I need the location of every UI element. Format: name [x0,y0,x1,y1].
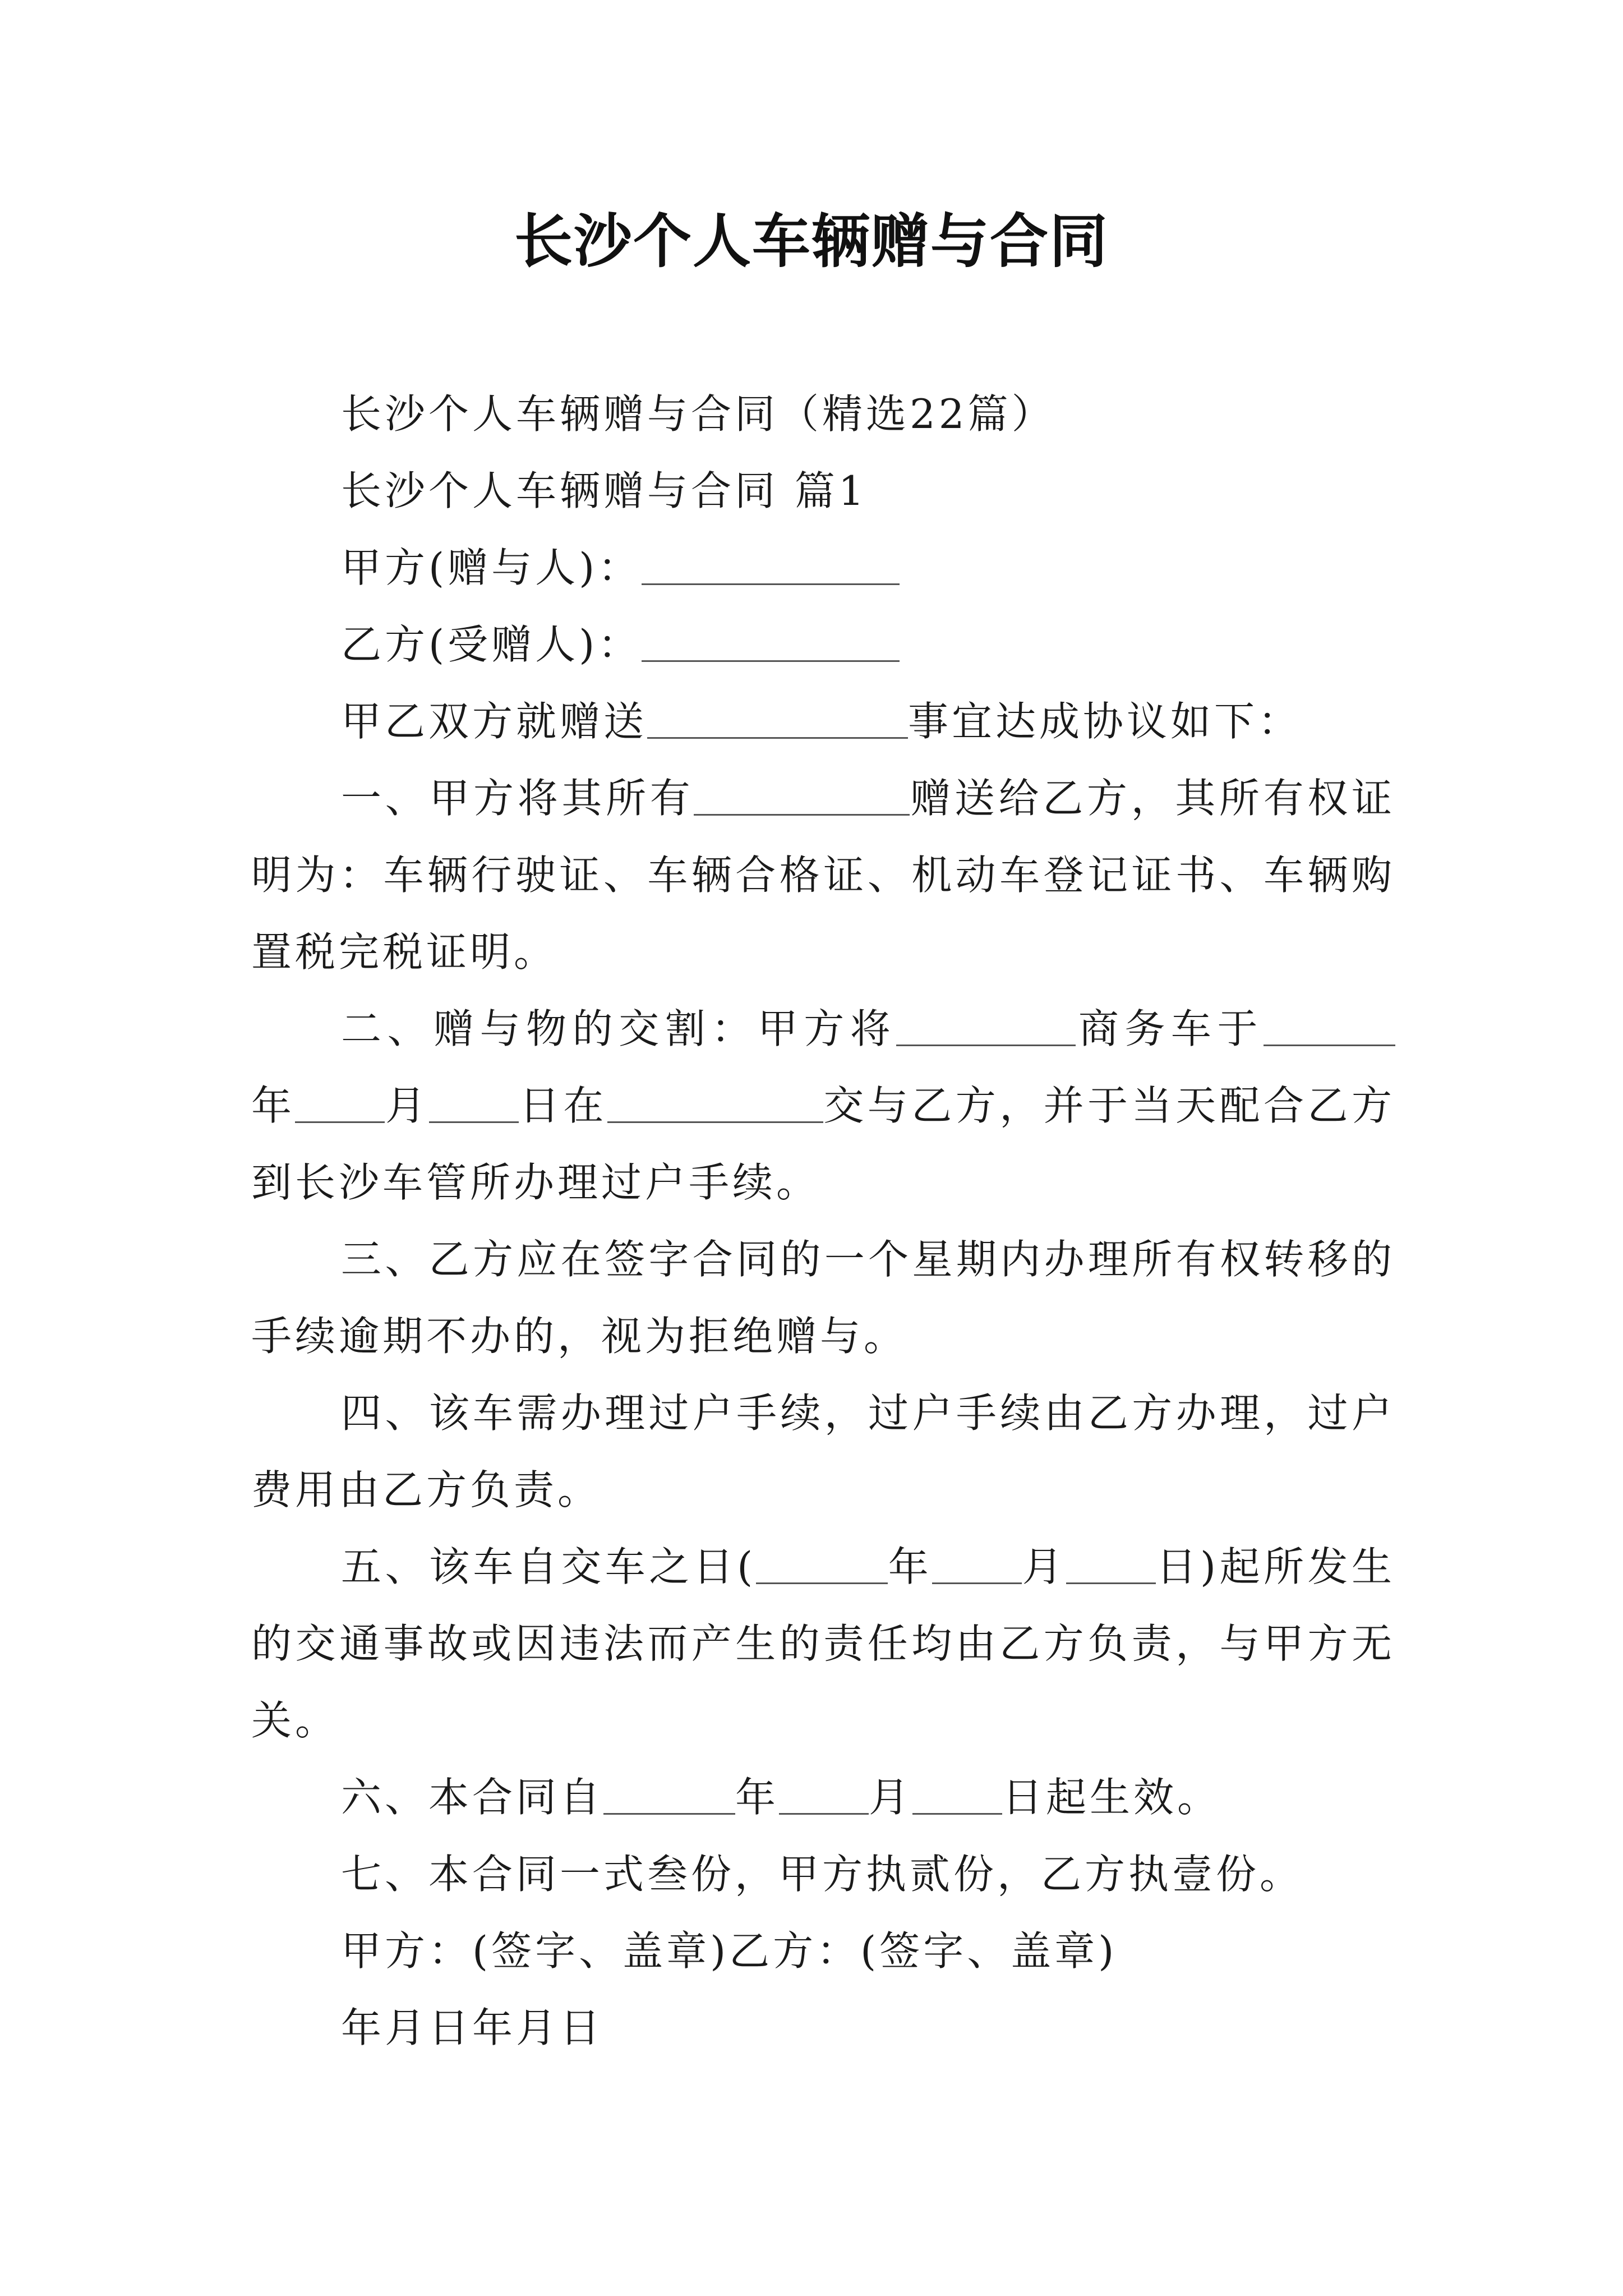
clause-1 [251,760,1395,991]
party-b-line [251,606,1395,683]
clause-2-part1: 二、赠与物的交割：甲方将 [341,1005,897,1052]
clause-5-part1: 五、该车自交车之日( [341,1543,757,1590]
intro-text-before: 甲乙双方就赠送 [341,698,648,745]
party-a-line [251,530,1395,606]
clause-5-part2: 年 [888,1543,933,1590]
clause-2-part3: 年 [251,1082,296,1129]
clause-6-part3: 月 [869,1774,913,1821]
clause-4: 四、该车需办理过户手续，过户手续由乙方办理，过户费用由乙方负责。 [251,1389,1395,1513]
clause-6-part4: 日起生效。 [1002,1774,1221,1821]
clause-5-day-blank [1066,1544,1156,1584]
clause-3: 三、乙方应在签字合同的一个星期内办理所有权转移的手续逾期不办的，视为拒绝赠与。 [251,1236,1395,1360]
clause-2-part2: 商务车于 [1076,1005,1264,1052]
clause-6-part2: 年 [735,1774,780,1821]
clause-5-month-blank [932,1544,1022,1584]
party-b-label: 乙方(受赠人)： [341,621,642,668]
gift-item-blank [647,698,908,738]
clause-2-part4: 月 [385,1082,430,1129]
clause-2-year-blank [1264,1006,1395,1046]
clause-2 [251,991,1395,1221]
clause-1-after: 赠送给乙方，其所有权证明为：车辆行驶证、车辆合格证、机动车登记证书、车辆购置税完税证明。 [251,775,1395,976]
clause-5 [251,1529,1395,1759]
party-a-blank [642,545,900,585]
clause-2-day-blank [429,1083,519,1122]
clause-2-part6: 交与乙方，并于当天配合乙方到长沙车管所办理过户手续。 [251,1082,1395,1206]
date-line: 年月日年月日 [341,2004,604,2051]
intro-text-after: 事宜达成协议如下： [908,698,1302,745]
intro-paragraph [251,683,1395,760]
clause-2-vehicle-blank [896,1006,1076,1046]
signature-line: 甲方：(签字、盖章)乙方：(签字、盖章) [341,1927,1118,1975]
clause-2-part5: 日在 [519,1082,607,1129]
document-body [251,376,1395,2067]
clause-6-year-blank [603,1774,735,1814]
clause-5-part4: 日)起所发生的交通事故或因违法而产生的责任均由乙方负责，与甲方无关。 [251,1543,1395,1744]
clause-5-part3: 月 [1022,1543,1067,1590]
clause-1-before: 一、甲方将其所有 [341,775,694,822]
clause-5-year-blank [756,1544,888,1584]
clause-2-place-blank [607,1083,823,1122]
party-b-blank [642,622,900,661]
clause-6-day-blank [912,1774,1002,1814]
clause-6 [251,1759,1395,1836]
party-a-label: 甲方(赠与人)： [341,544,642,591]
clause-6-part1: 六、本合同自 [341,1774,604,1821]
clause-2-month-blank [295,1083,385,1122]
clause-6-month-blank [779,1774,869,1814]
clause-1-blank [694,775,910,815]
clause-7: 七、本合同一式叁份，甲方执贰份，乙方执壹份。 [341,1851,1304,1898]
section-heading: 长沙个人车辆赠与合同 篇1 [341,467,868,514]
document-title: 长沙个人车辆赠与合同 [514,207,1109,275]
subtitle: 长沙个人车辆赠与合同（精选22篇） [341,390,1055,438]
